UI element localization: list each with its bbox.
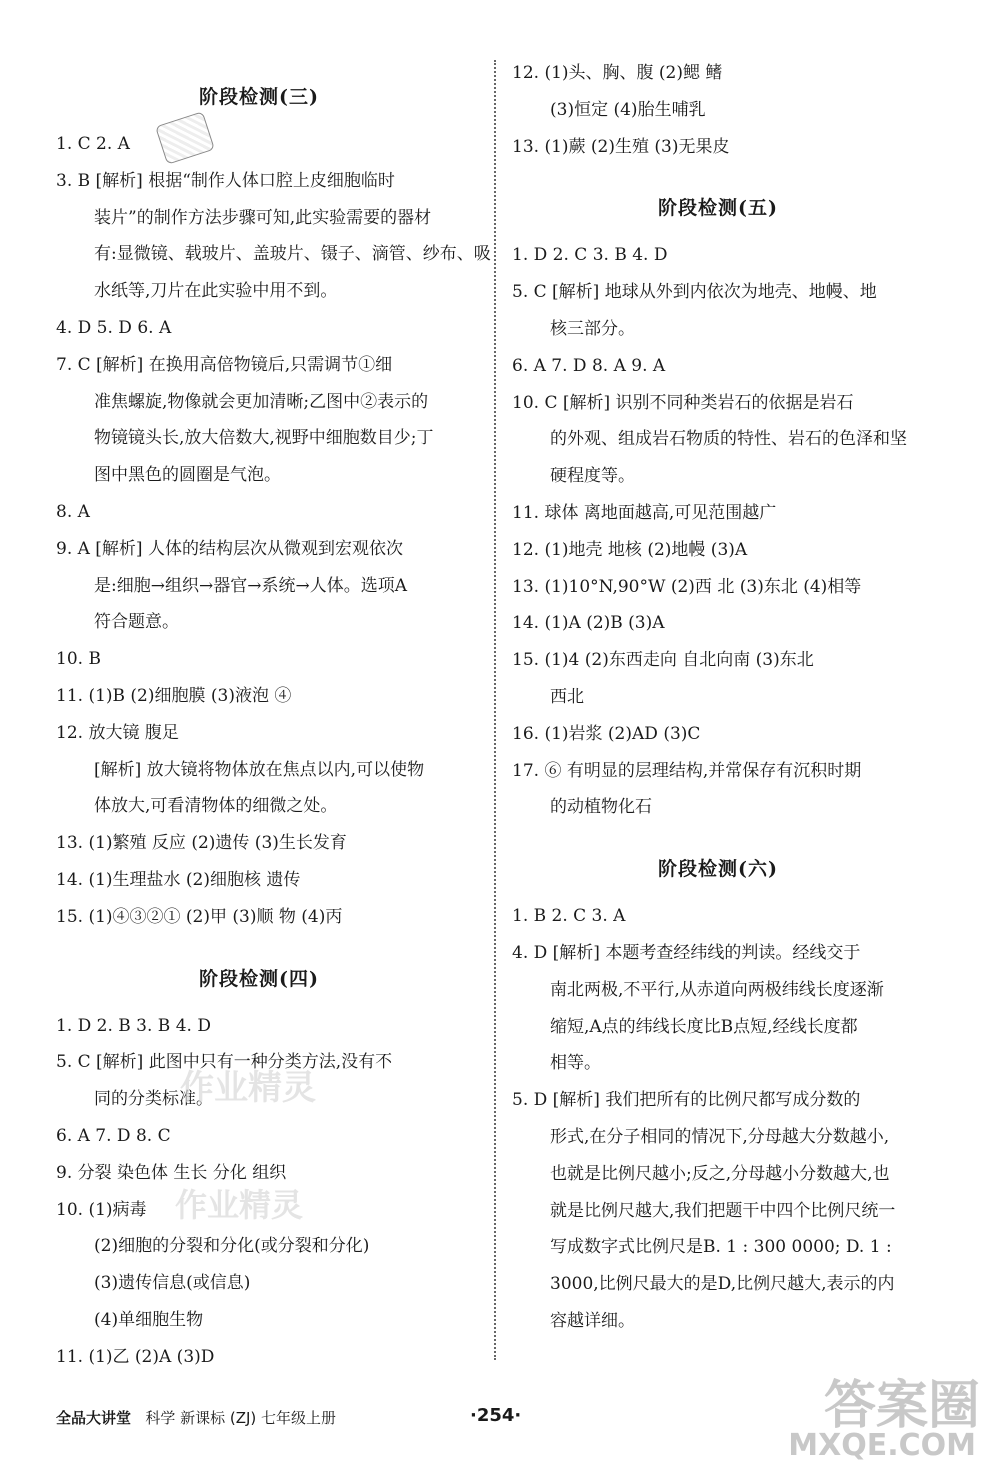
answer-line: 3000,比例尺最大的是D,比例尺越大,表示的内 (550, 1274, 895, 1295)
logo-text: 答案圈 (823, 1376, 980, 1436)
section-title: 阶段检测(六) (658, 858, 778, 881)
stamp-image (155, 111, 215, 164)
answer-line: 体放大,可看清物体的细微之处。 (94, 796, 338, 817)
answer-line: 11. (1)乙 (2)A (3)D (56, 1346, 215, 1367)
answer-line: 6. A 7. D 8. C (56, 1126, 171, 1146)
answer-line: 是:细胞→组织→器官→系统→人体。选项A (94, 575, 407, 596)
answer-line: 写成数字式比例尺是B. 1 : 300 0000; D. 1 : (550, 1237, 892, 1258)
answer-line: [解析] 放大镜将物体放在焦点以内,可以使物 (94, 759, 425, 780)
answer-line: 缩短,A点的纬线长度比B点短,经线长度都 (550, 1016, 858, 1037)
answer-line: 12. (1)头、胸、腹 (2)鳃 鳍 (512, 63, 723, 83)
answer-line: 5. C [解析] 此图中只有一种分类方法,没有不 (56, 1052, 393, 1073)
answer-line: 同的分类标准。 (94, 1089, 213, 1110)
answer-line: 15. (1)④③②① (2)甲 (3)顺 物 (4)丙 (56, 906, 343, 927)
answer-line: (3)遗传信息(或信息) (94, 1273, 251, 1294)
answer-line: 17. ⑥ 有明显的层理结构,并常保存有沉积时期 (512, 760, 862, 781)
answer-line: 容越详细。 (550, 1311, 635, 1331)
answer-line: 4. D [解析] 本题考查经纬线的判读。经线交于 (512, 943, 861, 963)
answer-line: 1. D 2. B 3. B 4. D (56, 1015, 211, 1036)
answer-line: 12. 放大镜 腹足 (56, 722, 179, 743)
answer-line: 准焦螺旋,物像就会更加清晰;乙图中②表示的 (94, 391, 429, 412)
answer-line: 10. B (56, 649, 101, 670)
answer-line: 5. D [解析] 我们把所有的比例尺都写成分数的 (512, 1090, 861, 1111)
answer-line: 9. 分裂 染色体 生长 分化 组织 (56, 1162, 287, 1183)
answer-line: 图中黑色的圆圈是气泡。 (94, 465, 281, 486)
answer-line: 就是比例尺越大,我们把题干中四个比例尺统一 (550, 1200, 896, 1221)
answer-line: 16. (1)岩浆 (2)AD (3)C (512, 723, 701, 744)
section-title: 阶段检测(四) (199, 967, 319, 990)
answer-line: 也就是比例尺越小;反之,分母越小分数越大,也 (550, 1163, 890, 1184)
answer-line: 13. (1)繁殖 反应 (2)遗传 (3)生长发育 (56, 833, 347, 854)
answer-line: 8. A (56, 502, 90, 522)
answer-line: (2)细胞的分裂和分化(或分裂和分化) (94, 1236, 370, 1257)
answer-line: 1. D 2. C 3. B 4. D (512, 245, 668, 266)
answer-line: 7. C [解析] 在换用高倍物镜后,只需调节①细 (56, 354, 393, 375)
answer-line: 相等。 (550, 1053, 601, 1074)
answer-line: 的动植物化石 (550, 797, 652, 818)
footer-brand: 全品大讲堂 (56, 1409, 132, 1427)
watermark-text: 作业精灵 (175, 1186, 304, 1224)
answer-line: (4)单细胞生物 (94, 1310, 204, 1330)
section-title: 阶段检测(五) (658, 197, 778, 220)
answer-line: 4. D 5. D 6. A (56, 318, 172, 338)
answer-line: (3)恒定 (4)胎生哺乳 (550, 99, 706, 120)
section-title: 阶段检测(三) (199, 86, 319, 108)
answer-line: 核三部分。 (550, 319, 635, 339)
answer-line: 水纸等,刀片在此实验中用不到。 (94, 281, 338, 302)
answer-line: 6. A 7. D 8. A 9. A (512, 355, 666, 376)
answer-line: 物镜镜头长,放大倍数大,视野中细胞数目少;丁 (94, 428, 434, 449)
footer-subject: 科学 新课标 (ZJ) 七年级上册 (145, 1409, 337, 1427)
page-number: ·254· (470, 1405, 522, 1426)
answer-line: 10. (1)病毒 (56, 1199, 147, 1220)
answer-line: 13. (1)蕨 (2)生殖 (3)无果皮 (512, 136, 730, 157)
answer-line: 14. (1)A (2)B (3)A (512, 613, 665, 634)
answer-line: 13. (1)10°N,90°W (2)西 北 (3)东北 (4)相等 (512, 576, 862, 597)
answer-line: 11. (1)B (2)细胞膜 (3)液泡 ④ (56, 686, 292, 706)
footer (56, 1407, 336, 1428)
watermark-logo (790, 1363, 980, 1463)
answer-line: 1. B 2. C 3. A (512, 906, 626, 927)
answer-line: 有:显微镜、载玻片、盖玻片、镊子、滴管、纱布、吸 (94, 244, 491, 265)
watermark-text: 作业精灵 (180, 1068, 316, 1108)
answer-line: 10. C [解析] 识别不同种类岩石的依据是岩石 (512, 392, 854, 413)
answer-line: 1. C 2. A (56, 134, 130, 154)
answer-line: 装片”的制作方法步骤可知,此实验需要的器材 (94, 207, 432, 228)
answer-line: 9. A [解析] 人体的结构层次从微观到宏观依次 (56, 538, 403, 559)
logo-url: MXQE.COM (788, 1428, 976, 1463)
answer-line: 硬程度等。 (550, 466, 635, 487)
column-divider (494, 60, 496, 1360)
answer-line: 5. C [解析] 地球从外到内依次为地壳、地幔、地 (512, 282, 877, 303)
answer-line: 形式,在分子相同的情况下,分母越大分数越小, (550, 1127, 890, 1147)
answer-line: 15. (1)4 (2)东西走向 自北向南 (3)东北 (512, 650, 814, 671)
answer-line: 14. (1)生理盐水 (2)细胞核 遗传 (56, 870, 301, 890)
answer-line: 南北两极,不平行,从赤道向两极纬线长度逐渐 (550, 979, 884, 1000)
answer-line: 11. 球体 离地面越高,可见范围越广 (512, 503, 777, 523)
answer-line: 符合题意。 (94, 612, 179, 633)
answer-line: 12. (1)地壳 地核 (2)地幔 (3)A (512, 539, 748, 560)
answer-line: 3. B [解析] 根据“制作人体口腔上皮细胞临时 (56, 170, 395, 191)
answer-line: 西北 (550, 687, 584, 707)
answer-line: 的外观、组成岩石物质的特性、岩石的色泽和坚 (550, 429, 907, 450)
